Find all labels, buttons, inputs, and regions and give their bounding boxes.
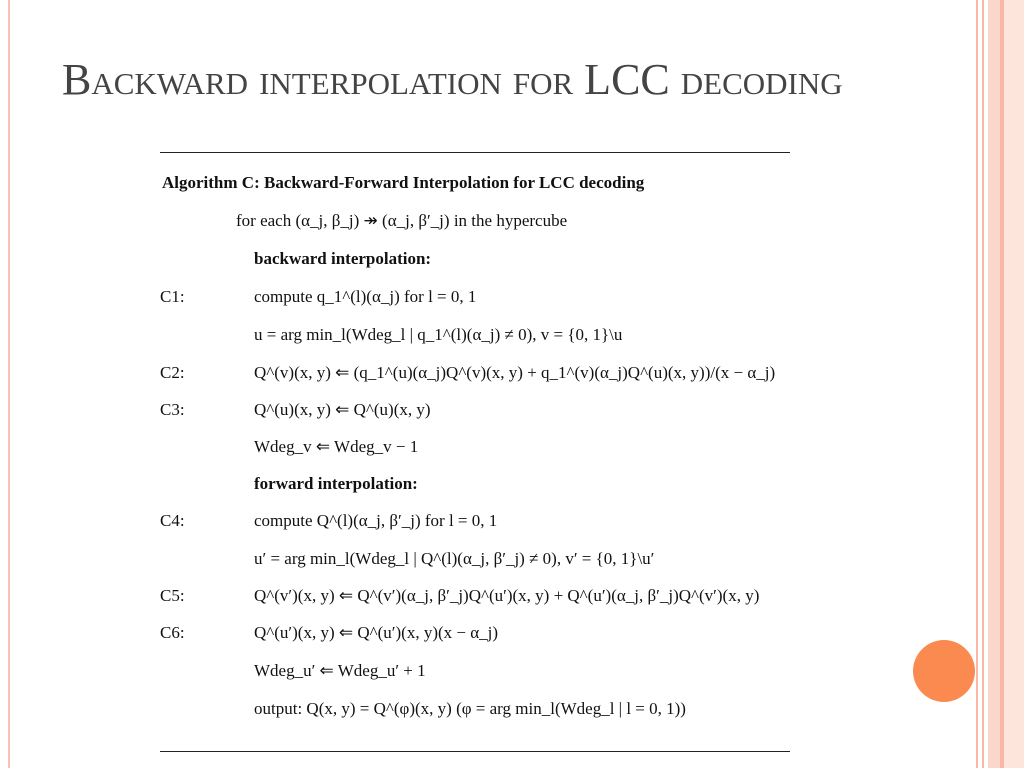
line-text: Q^(v)(x, y) ⇐ (q_1^(u)(α_j)Q^(v)(x, y) + q_1^(v)(α_j)Q^(u)(x, y))/(x − α_j) (254, 363, 776, 382)
algorithm-line (160, 661, 790, 687)
line-text: Q^(u)(x, y) ⇐ Q^(u)(x, y) (254, 400, 431, 419)
step-label: C3: (160, 400, 185, 419)
step-label: C5: (160, 586, 185, 605)
section-heading-backward: backward interpolation: (254, 249, 432, 268)
step-label: C1: (160, 287, 185, 306)
algorithm-line (160, 211, 790, 237)
line-text: u = arg min_l(Wdeg_l | q_1^(l)(α_j) ≠ 0), v = {0, 1}\u (254, 325, 623, 344)
step-label: C4: (160, 511, 185, 530)
accent-circle (913, 640, 975, 702)
line-text: output: Q(x, y) = Q^(φ)(x, y) (φ = arg min_l(Wdeg_l | l = 0, 1)) (254, 699, 686, 718)
line-text: for each (α_j, β_j) ↠ (α_j, β′_j) in the hypercube (236, 211, 568, 230)
algorithm-line (160, 623, 790, 649)
line-text: Wdeg_v ⇐ Wdeg_v − 1 (254, 437, 419, 456)
algorithm-line (160, 549, 790, 575)
step-label: C2: (160, 363, 185, 382)
algorithm-line (160, 474, 790, 500)
algorithm-line (160, 249, 790, 275)
algorithm-line (160, 437, 790, 463)
line-text: Wdeg_u′ ⇐ Wdeg_u′ + 1 (254, 661, 426, 680)
algorithm-line (160, 586, 790, 612)
algorithm-line (160, 511, 790, 537)
line-text: Q^(u′)(x, y) ⇐ Q^(u′)(x, y)(x − α_j) (254, 623, 499, 642)
line-text: u′ = arg min_l(Wdeg_l | Q^(l)(α_j, β′_j) ≠ 0), v′ = {0, 1}\u′ (254, 549, 655, 568)
algorithm-title: Algorithm C: Backward-Forward Interpolation for LCC decoding (162, 173, 645, 192)
algorithm-line (160, 363, 790, 389)
line-text: compute q_1^(l)(α_j) for l = 0, 1 (254, 287, 477, 306)
algorithm-line (160, 699, 790, 725)
algorithm-box (160, 152, 790, 752)
slide-title: Backward interpolation for LCC decoding (62, 55, 843, 104)
algorithm-line (160, 400, 790, 426)
section-heading-forward: forward interpolation: (254, 474, 418, 493)
algorithm-line (160, 325, 790, 351)
step-label: C6: (160, 623, 185, 642)
line-text: compute Q^(l)(α_j, β′_j) for l = 0, 1 (254, 511, 498, 530)
right-decorative-stripes (976, 0, 1024, 768)
algorithm-line (160, 287, 790, 313)
line-text: Q^(v′)(x, y) ⇐ Q^(v′)(α_j, β′_j)Q^(u′)(x, y) + Q^(u′)(α_j, β′_j)Q^(v′)(x, y) (254, 586, 760, 605)
left-border-line (8, 0, 10, 768)
